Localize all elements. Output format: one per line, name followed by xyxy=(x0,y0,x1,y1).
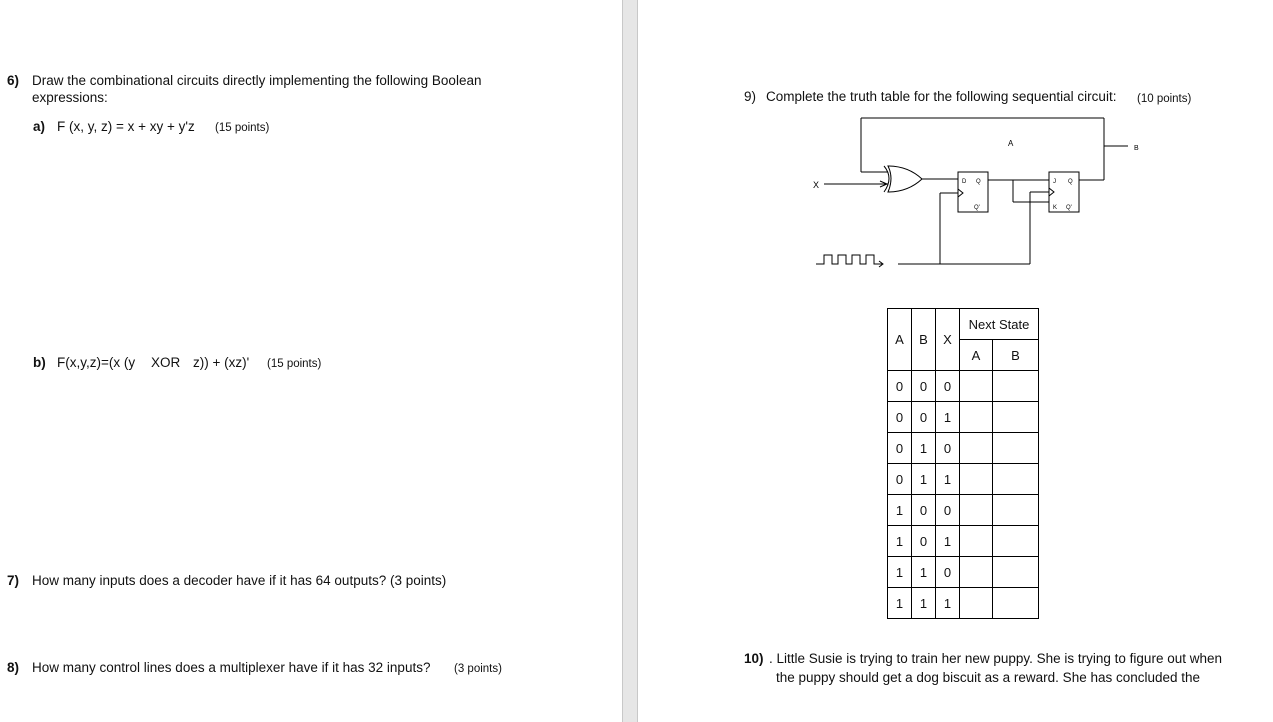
cell-b: 0 xyxy=(912,402,936,433)
q8-text: How many control lines does a multiplexer have if it has 32 inputs? xyxy=(32,660,431,675)
q9-text: Complete the truth table for the following sequential circuit: xyxy=(766,89,1117,104)
q6b-expression-start: F(x,y,z)=(x (y xyxy=(57,355,136,370)
q6b-expression-end: z)) + (xz)' xyxy=(193,355,250,370)
d-ff-d-pin: D xyxy=(962,179,967,185)
jk-ff-j-pin: J xyxy=(1053,179,1056,185)
q6-text-line1: Draw the combinational circuits directly implementing the following Boolean xyxy=(32,73,482,88)
cell-x: 1 xyxy=(936,526,960,557)
table-row xyxy=(888,526,1039,557)
jk-ff-clock-triangle xyxy=(1049,188,1054,196)
answer-cell-next-a[interactable] xyxy=(960,371,993,402)
answer-cell-next-a[interactable] xyxy=(960,402,993,433)
q7-number: 7) xyxy=(7,573,20,588)
answer-cell-next-b[interactable] xyxy=(993,526,1039,557)
header-x: X xyxy=(936,309,960,371)
cell-a: 0 xyxy=(888,402,912,433)
jk-ff-qn-pin: Q' xyxy=(1066,205,1072,211)
answer-cell-next-a[interactable] xyxy=(960,495,993,526)
header-next-a: A xyxy=(960,340,993,371)
cell-a: 1 xyxy=(888,526,912,557)
table-row xyxy=(888,464,1039,495)
q6-number: 6) xyxy=(7,73,20,88)
table-row xyxy=(888,402,1039,433)
header-b: B xyxy=(912,309,936,371)
cell-a: 0 xyxy=(888,371,912,402)
header-next-b: B xyxy=(993,340,1039,371)
q6a-label: a) xyxy=(33,119,46,134)
cell-b: 0 xyxy=(912,495,936,526)
answer-cell-next-a[interactable] xyxy=(960,464,993,495)
answer-cell-next-b[interactable] xyxy=(993,433,1039,464)
answer-cell-next-a[interactable] xyxy=(960,588,993,619)
page-gutter xyxy=(622,0,638,722)
q10-number: 10) xyxy=(744,651,764,666)
truth-table xyxy=(887,308,1039,619)
q10-text-line1: . Little Susie is trying to train her new puppy. She is trying to figure out when xyxy=(769,651,1222,666)
q6b-label: b) xyxy=(33,355,46,370)
d-ff-qn-pin: Q' xyxy=(974,205,980,211)
cell-a: 0 xyxy=(888,464,912,495)
q7-text: How many inputs does a decoder have if it has 64 outputs? (3 points) xyxy=(32,573,447,588)
input-x-label: X xyxy=(813,180,820,190)
cell-x: 0 xyxy=(936,557,960,588)
xor-gate-body xyxy=(888,166,922,192)
jk-ff-q-pin: Q xyxy=(1068,179,1073,185)
cell-a: 1 xyxy=(888,495,912,526)
xor-gate-input-arc xyxy=(884,166,889,192)
cell-b: 1 xyxy=(912,557,936,588)
q9-points: (10 points) xyxy=(1137,93,1192,105)
answer-cell-next-b[interactable] xyxy=(993,557,1039,588)
cell-x: 1 xyxy=(936,464,960,495)
cell-a: 1 xyxy=(888,588,912,619)
q6a-points: (15 points) xyxy=(215,122,270,134)
cell-x: 0 xyxy=(936,433,960,464)
cell-x: 1 xyxy=(936,402,960,433)
cell-x: 0 xyxy=(936,371,960,402)
table-row xyxy=(888,371,1039,402)
right-page xyxy=(638,0,1273,722)
d-ff-q-pin: Q xyxy=(976,179,981,185)
cell-b: 1 xyxy=(912,464,936,495)
header-a: A xyxy=(888,309,912,371)
cell-a: 1 xyxy=(888,557,912,588)
q6b-xor-word: XOR xyxy=(151,355,181,370)
cell-x: 1 xyxy=(936,588,960,619)
header-next-state: Next State xyxy=(960,309,1039,340)
table-row xyxy=(888,588,1039,619)
jk-ff-k-pin: K xyxy=(1053,205,1058,211)
q6-text-line2: expressions: xyxy=(32,90,108,105)
signal-b-label: B xyxy=(1134,145,1139,152)
answer-cell-next-a[interactable] xyxy=(960,526,993,557)
cell-b: 1 xyxy=(912,588,936,619)
q8-points: (3 points) xyxy=(454,663,502,675)
d-ff-clock-triangle xyxy=(958,189,963,197)
signal-a-label: A xyxy=(1008,139,1014,148)
answer-cell-next-a[interactable] xyxy=(960,433,993,464)
table-row xyxy=(888,495,1039,526)
table-row xyxy=(888,433,1039,464)
cell-b: 0 xyxy=(912,526,936,557)
cell-b: 1 xyxy=(912,433,936,464)
sequential-circuit-diagram xyxy=(808,112,1148,272)
q8-number: 8) xyxy=(7,660,20,675)
table-row xyxy=(888,557,1039,588)
cell-x: 0 xyxy=(936,495,960,526)
clock-waveform xyxy=(816,255,882,264)
left-page xyxy=(0,0,622,722)
q10-text-line2: the puppy should get a dog biscuit as a reward. She has concluded the xyxy=(776,670,1201,685)
answer-cell-next-b[interactable] xyxy=(993,371,1039,402)
cell-a: 0 xyxy=(888,433,912,464)
q6a-expression: F (x, y, z) = x + xy + y'z xyxy=(57,119,195,134)
answer-cell-next-b[interactable] xyxy=(993,588,1039,619)
q6b-points: (15 points) xyxy=(267,358,322,370)
q9-number: 9) xyxy=(744,89,757,104)
answer-cell-next-b[interactable] xyxy=(993,495,1039,526)
answer-cell-next-a[interactable] xyxy=(960,557,993,588)
cell-b: 0 xyxy=(912,371,936,402)
answer-cell-next-b[interactable] xyxy=(993,464,1039,495)
answer-cell-next-b[interactable] xyxy=(993,402,1039,433)
